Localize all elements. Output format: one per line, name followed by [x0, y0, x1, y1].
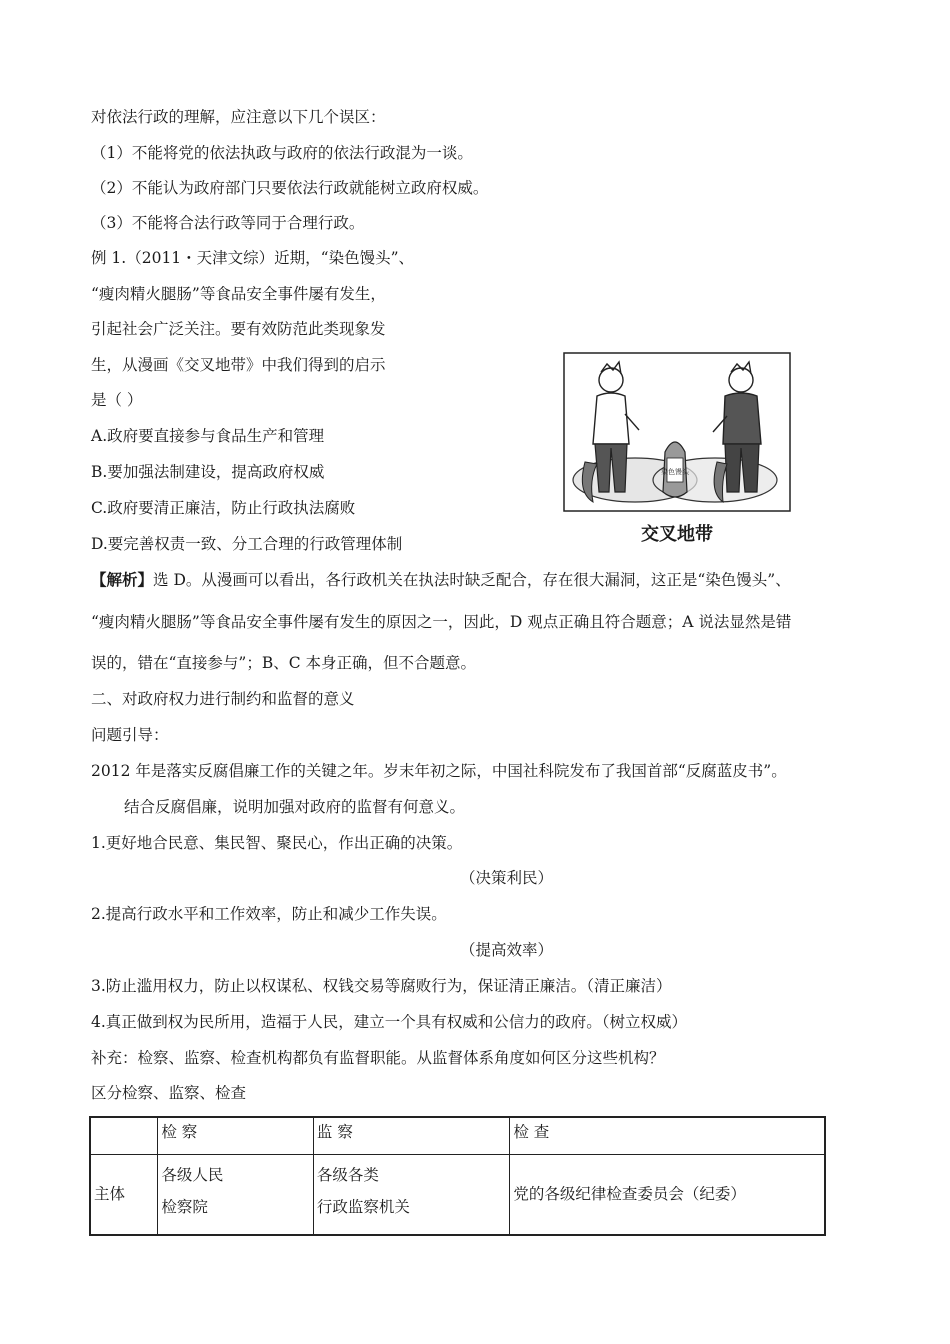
point-2: 2.提高行政水平和工作效率，防止和减少工作失误。	[91, 905, 447, 923]
table-title: 区分检察、监察、检查	[91, 1084, 247, 1102]
analysis-line-2: “瘦肉精火腿肠”等食品安全事件屡有发生的原因之一，因此，D 观点正确且符合题意；A 说法显然是错	[91, 613, 792, 631]
option-b: B.要加强法制建设，提高政府权威	[91, 463, 325, 481]
example-line-3: 引起社会广泛关注。要有效防范此类现象发	[91, 320, 386, 338]
option-c: C.政府要清正廉洁，防止行政执法腐败	[91, 499, 356, 517]
cell-text: 行政监察机关	[316, 1198, 410, 1216]
example-line-2: “瘦肉精火腿肠”等食品安全事件屡有发生，	[91, 285, 386, 303]
analysis-text-1: 选 D。从漫画可以看出，各行政机关在执法时缺乏配合，存在很大漏洞，这正是“染色馒头”、	[153, 571, 791, 589]
header-inspection: 检 查	[510, 1117, 825, 1155]
intro-item-3: （3）不能将合法行政等同于合理行政。	[91, 214, 365, 232]
option-a: A.政府要直接参与食品生产和管理	[91, 427, 325, 445]
point-4: 4.真正做到权为民所用，造福于人民，建立一个具有权威和公信力的政府。（树立权威）	[91, 1013, 688, 1031]
example-line-4: 生，从漫画《交叉地带》中我们得到的启示	[91, 356, 386, 374]
analysis-tag: 【解析】	[91, 570, 154, 589]
intro-item-1: （1）不能将党的依法执政与政府的依法行政混为一谈。	[91, 144, 473, 162]
point-1-tag: （决策利民）	[460, 869, 554, 887]
row-label-subject: 主体	[90, 1155, 158, 1235]
table-row	[90, 1155, 825, 1235]
cell-inspection-subject: 党的各级纪律检查委员会（纪委）	[510, 1155, 825, 1235]
example-line-1: 例 1.（2011・天津文综）近期，“染色馒头”、	[91, 249, 415, 267]
section2-paragraph-1: 2012 年是落实反腐倡廉工作的关键之年。岁末年初之际，中国社科院发布了我国首部“反腐蓝皮书”。	[91, 762, 787, 780]
header-empty-cell	[90, 1117, 158, 1155]
table-header-row	[90, 1117, 825, 1155]
cell-text: 检察院	[161, 1198, 208, 1216]
intro-item-2: （2）不能认为政府部门只要依法行政就能树立政府权威。	[91, 179, 489, 197]
option-d: D.要完善权责一致、分工合理的行政管理体制	[91, 535, 403, 553]
cartoon-caption: 交叉地带	[641, 524, 713, 545]
supplement: 补充：检察、监察、检查机构都负有监督职能。从监督体系角度如何区分这些机构？	[91, 1049, 665, 1067]
cell-text: 各级人民	[161, 1166, 224, 1184]
point-2-tag: （提高效率）	[460, 941, 554, 959]
section2-guide: 问题引导：	[91, 726, 169, 744]
example-line-5: 是（ ）	[91, 391, 143, 409]
header-procuratorate: 检 察	[158, 1117, 314, 1155]
cell-supervision-subject	[313, 1155, 509, 1235]
cell-text: 各级各类	[316, 1166, 379, 1184]
intro-heading: 对依法行政的理解，应注意以下几个误区：	[91, 108, 386, 126]
section2-paragraph-2: 结合反腐倡廉，说明加强对政府的监督有何意义。	[124, 798, 466, 816]
center-sign-text: 染色馒头	[661, 468, 689, 476]
point-1: 1.更好地合民意、集民智、聚民心，作出正确的决策。	[91, 834, 463, 852]
comparison-table	[89, 1116, 826, 1236]
analysis-line-3: 误的，错在“直接参与”；B、C 本身正确，但不合题意。	[91, 654, 477, 672]
cell-procuratorate-subject	[158, 1155, 314, 1235]
analysis-line-1	[91, 570, 791, 590]
header-supervision: 监 察	[313, 1117, 509, 1155]
point-3: 3.防止滥用权力，防止以权谋私、权钱交易等腐败行为，保证清正廉洁。（清正廉洁）	[91, 977, 672, 995]
section2-title: 二、对政府权力进行制约和监督的意义	[91, 690, 355, 708]
cartoon-intersection-zone	[563, 352, 791, 552]
